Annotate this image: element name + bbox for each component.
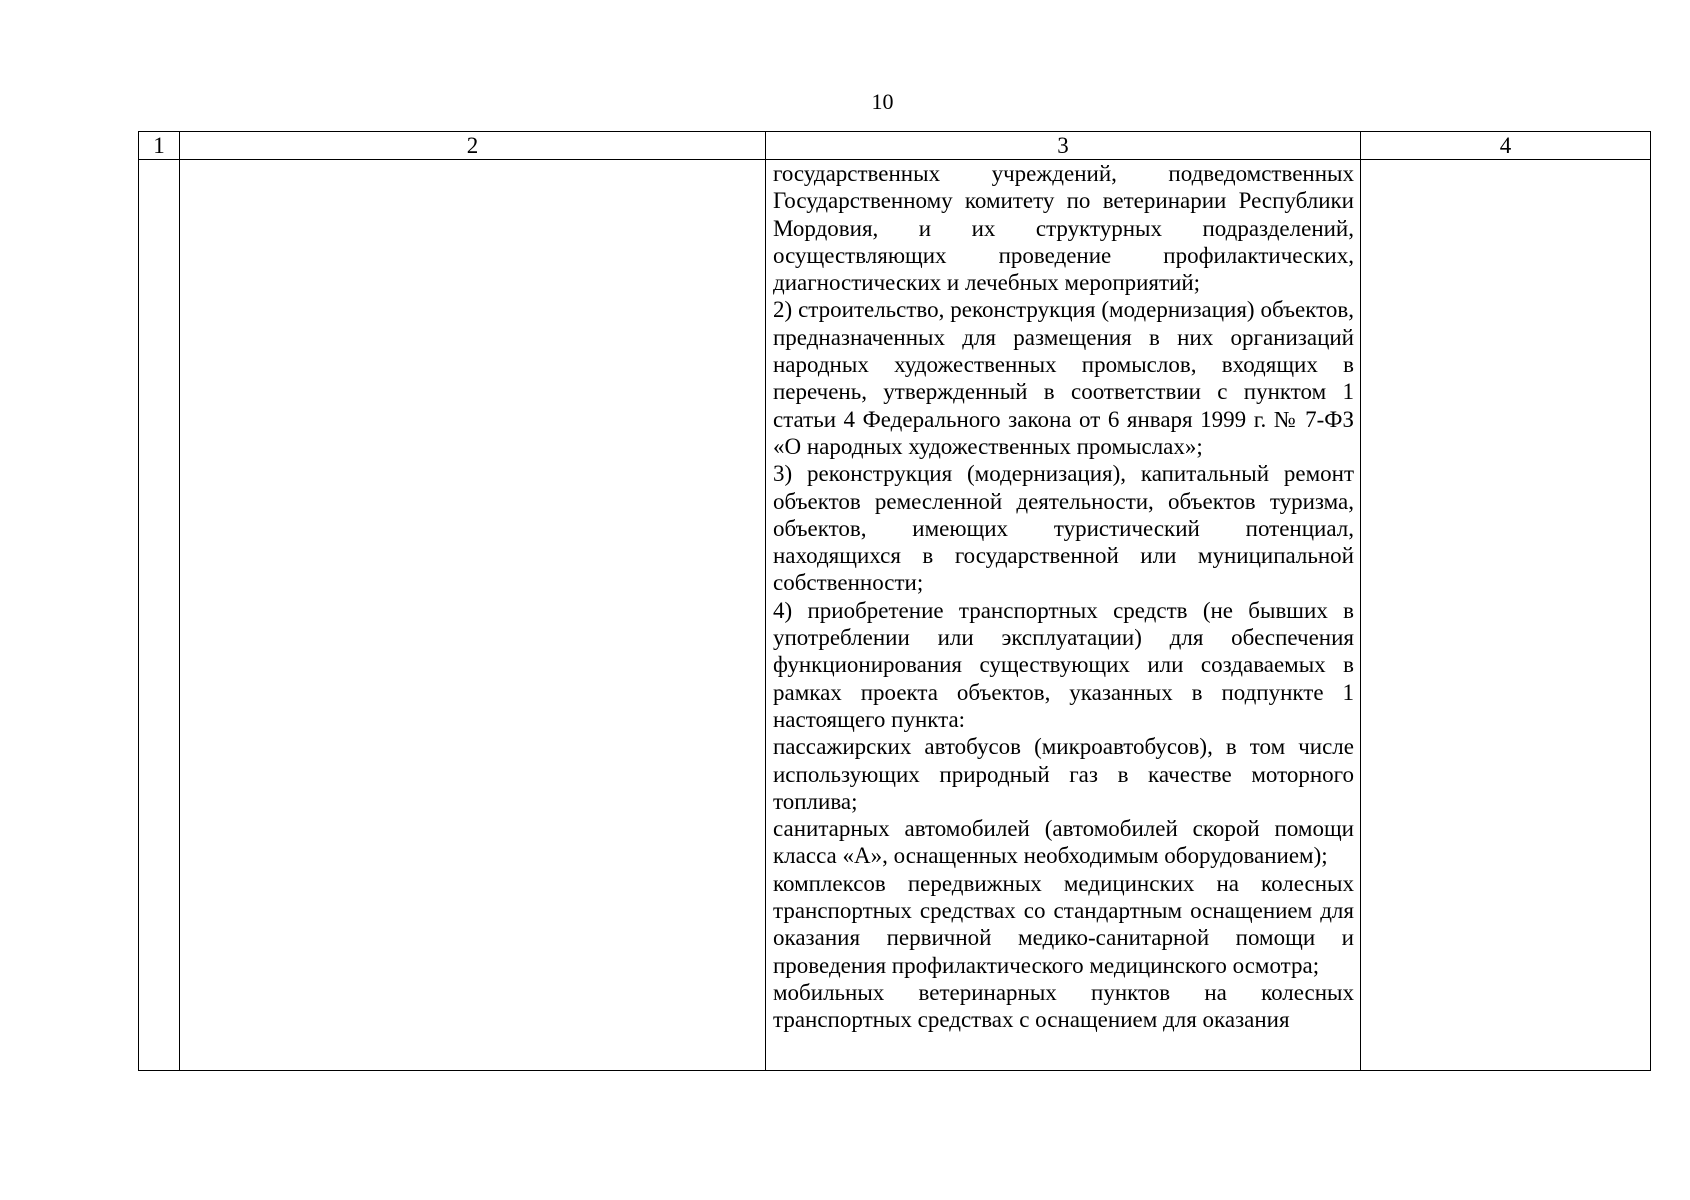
table-row <box>139 160 1651 1071</box>
paragraph: государственных учреждений, подведомственных Государственному комитету по ветеринарии Республики Мордовия, и их структурных подразделений, осуществляющих проведение профилактических, диагностических и лечебных мероприятий; <box>773 161 1354 296</box>
paragraph: комплексов передвижных медицинских на колесных транспортных средствах со стандартным оснащением для оказания первичной медико-санитарной помощи и проведения профилактического медицинского осмотра; <box>773 870 1354 978</box>
paragraph: мобильных ветеринарных пунктов на колесных транспортных средствах с оснащением для оказания <box>773 979 1354 1033</box>
column-header-3: 3 <box>766 132 1361 160</box>
page-number: 10 <box>871 89 894 114</box>
paragraph: санитарных автомобилей (автомобилей скорой помощи класса «А», оснащенных необходимым оборудованием); <box>773 816 1354 869</box>
paragraph: 4) приобретение транспортных средств (не бывших в употреблении или эксплуатации) для обеспечения функционирования существующих или создаваемых в рамках проекта объектов, указанных в подпункте 1 настоящего пункта: <box>773 597 1354 732</box>
column-3-text <box>766 160 1360 1069</box>
column-header-2: 2 <box>180 132 766 160</box>
column-header-4: 4 <box>1361 132 1651 160</box>
cell-column-2 <box>180 160 766 1071</box>
paragraph: 2) строительство, реконструкция (модернизация) объектов, предназначенных для размещения в них организаций народных художественных промыслов, входящих в перечень, утвержденный в соответствии с пунктом 1 статьи 4 Федерального закона от 6 января 1999 г. № 7-ФЗ «О народных художественных промыслах»; <box>773 297 1354 459</box>
cell-column-3 <box>766 160 1361 1071</box>
document-table <box>138 131 1651 1071</box>
cell-column-4 <box>1361 160 1651 1071</box>
column-header-1: 1 <box>139 132 180 160</box>
paragraph: 3) реконструкция (модернизация), капитальный ремонт объектов ремесленной деятельности, объектов туризма, объектов, имеющих туристический потенциал, находящихся в государственной или муниципальной собственности; <box>773 461 1354 596</box>
paragraph: пассажирских автобусов (микроавтобусов), в том числе использующих природный газ в качестве моторного топлива; <box>773 734 1354 814</box>
table-header-row <box>139 132 1651 160</box>
cell-column-1 <box>139 160 180 1071</box>
